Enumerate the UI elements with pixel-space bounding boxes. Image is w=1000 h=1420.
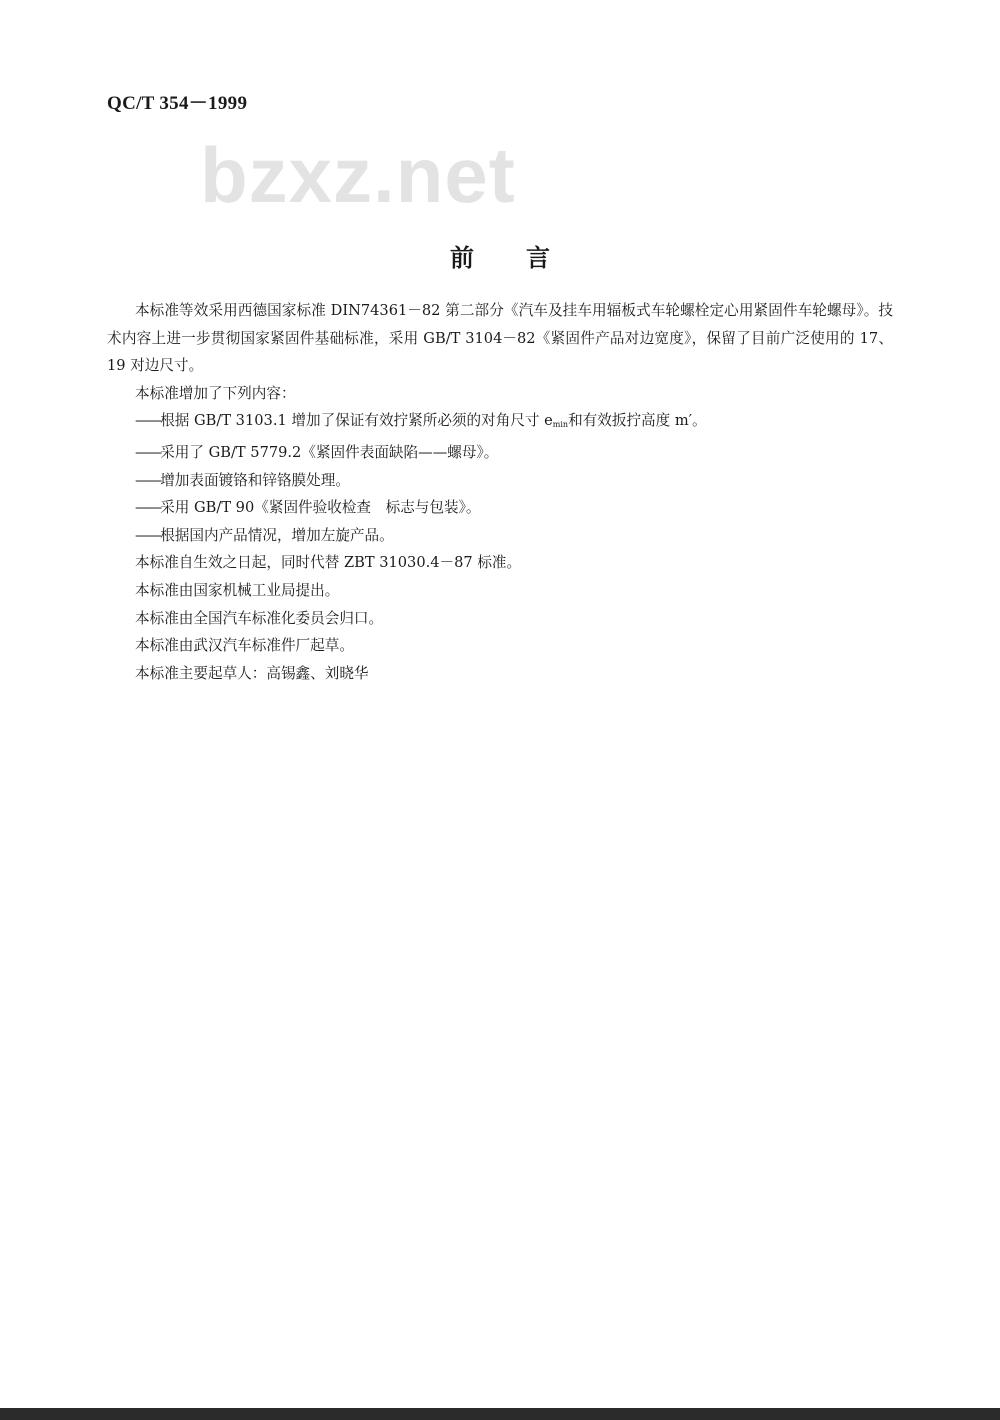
- list-item-text: 和有效扳拧高度 m′。: [568, 412, 707, 430]
- closing-line: 本标准由国家机械工业局提出。: [135, 581, 340, 599]
- closing-line: 本标准主要起草人：高锡鑫、刘晓华: [135, 664, 369, 682]
- dash-mark: ——: [135, 471, 161, 489]
- closing-line: 本标准由全国汽车标准化委员会归口。: [135, 609, 384, 627]
- list-item-text: 增加表面镀铬和锌铬膜处理。: [160, 471, 350, 489]
- list-item: [107, 407, 893, 439]
- closing-line: 本标准自生效之日起，同时代替 ZBT 31030.4－87 标准。: [135, 554, 522, 572]
- section-title: [0, 238, 1000, 273]
- paragraph-additions: 本标准增加了下列内容：: [135, 384, 296, 402]
- list-item: [107, 522, 893, 550]
- list-item-text: 采用了 GB/T 5779.2《紧固件表面缺陷——螺母》。: [160, 443, 499, 461]
- paragraph-intro: 本标准等效采用西德国家标准 DIN74361－82 第二部分《汽车及挂车用辐板式车轮螺栓定心用紧固件车轮螺母》。技术内容上进一步贯彻国家紧固件基础标准，采用 GB/T 3104－82《紧固件产品对边宽度》，保留了目前广泛使用的 17、19 对边尺寸。: [107, 302, 893, 375]
- standard-code: QC/T 354－1999: [107, 93, 248, 114]
- dash-mark: ——: [135, 412, 161, 430]
- title-char-1: 前: [450, 244, 474, 272]
- dash-mark: ——: [135, 526, 161, 544]
- list-item-text: 采用 GB/T 90《紧固件验收检查 标志与包装》。: [160, 499, 481, 517]
- page-bottom-border: [0, 1408, 1000, 1420]
- watermark: bzxz.net: [200, 131, 516, 219]
- dash-mark: ——: [135, 499, 161, 517]
- closing-line: 本标准由武汉汽车标准件厂起草。: [135, 637, 354, 655]
- title-char-2: 言: [526, 244, 550, 272]
- dash-mark: ——: [135, 443, 161, 461]
- list-item: [107, 494, 893, 522]
- subscript-min: min: [552, 420, 569, 430]
- list-item-text: 根据国内产品情况，增加左旋产品。: [160, 526, 394, 544]
- document-body: [107, 297, 893, 687]
- list-item: [107, 467, 893, 495]
- list-item: [107, 439, 893, 467]
- list-item-text: 根据 GB/T 3103.1 增加了保证有效拧紧所必须的对角尺寸 e: [160, 412, 553, 430]
